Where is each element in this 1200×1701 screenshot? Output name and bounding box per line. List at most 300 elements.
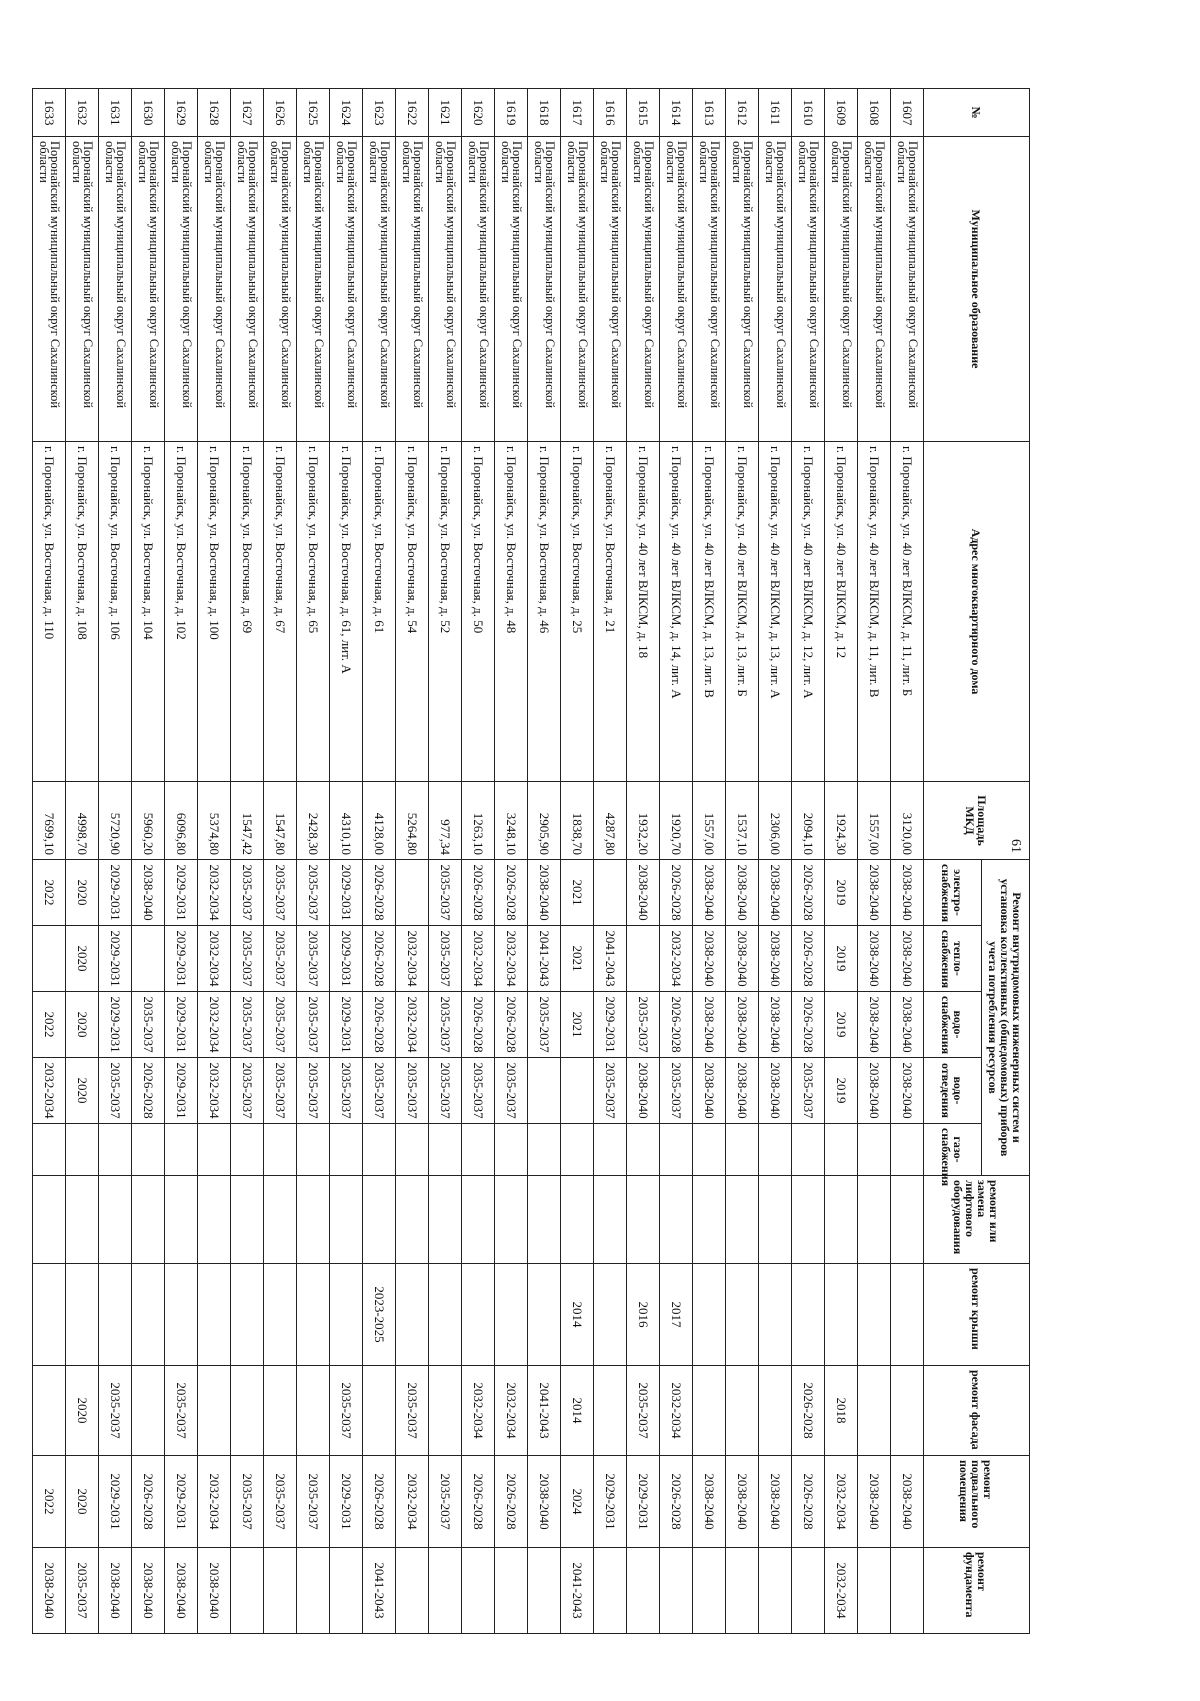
facade-cell [363, 1366, 396, 1456]
gas-cell [396, 1124, 429, 1176]
heat-cell: 2035-2037 [264, 926, 297, 992]
area-cell: 3120,00 [891, 782, 924, 860]
basement-cell: 2038-2040 [693, 1456, 726, 1548]
electric-cell: 2038-2040 [627, 860, 660, 926]
municipality-cell: Поронайский муниципальный округ Сахалинской области [759, 137, 792, 442]
elevator-cell [759, 1176, 792, 1264]
elevator-cell [825, 1176, 858, 1264]
row-number: 1625 [297, 89, 330, 137]
water-supply-cell: 2035-2037 [231, 992, 264, 1058]
roof-cell [297, 1264, 330, 1366]
heat-cell [132, 926, 165, 992]
header-elevator: ремонт или замена лифтового оборудования [924, 1176, 1030, 1264]
address-cell: г. Поронайск, ул. Восточная, д. 21 [594, 442, 627, 782]
basement-cell: 2035-2037 [429, 1456, 462, 1548]
table-row [858, 89, 891, 1634]
foundation-cell [594, 1548, 627, 1634]
area-cell: 3248,10 [495, 782, 528, 860]
foundation-cell [429, 1548, 462, 1634]
roof-cell [99, 1264, 132, 1366]
row-number: 1607 [891, 89, 924, 137]
table-row [693, 89, 726, 1634]
municipality-cell: Поронайский муниципальный округ Сахалинской области [198, 137, 231, 442]
foundation-cell: 2041-2043 [363, 1548, 396, 1634]
address-cell: г. Поронайск, ул. Восточная, д. 104 [132, 442, 165, 782]
area-cell: 1932,20 [627, 782, 660, 860]
area-cell: 2428,30 [297, 782, 330, 860]
address-cell: г. Поронайск, ул. Восточная, д. 110 [33, 442, 66, 782]
roof-cell [462, 1264, 495, 1366]
table-row [264, 89, 297, 1634]
water-supply-cell: 2038-2040 [759, 992, 792, 1058]
foundation-cell: 2038-2040 [198, 1548, 231, 1634]
water-disposal-cell: 2035-2037 [231, 1058, 264, 1124]
gas-cell [660, 1124, 693, 1176]
water-disposal-cell: 2035-2037 [792, 1058, 825, 1124]
area-cell: 1920,70 [660, 782, 693, 860]
municipality-cell: Поронайский муниципальный округ Сахалинской области [660, 137, 693, 442]
basement-cell: 2029-2031 [165, 1456, 198, 1548]
foundation-cell [891, 1548, 924, 1634]
header-municipality: Муниципальное образование [924, 137, 1030, 442]
address-cell: г. Поронайск, ул. Восточная, д. 100 [198, 442, 231, 782]
water-disposal-cell [561, 1058, 594, 1124]
roof-cell [495, 1264, 528, 1366]
municipality-cell: Поронайский муниципальный округ Сахалинской области [858, 137, 891, 442]
heat-cell: 2038-2040 [759, 926, 792, 992]
water-disposal-cell: 2038-2040 [693, 1058, 726, 1124]
area-cell: 1557,00 [693, 782, 726, 860]
address-cell: г. Поронайск, ул. 40 лет ВЛКСМ, д. 13, лит. А [759, 442, 792, 782]
municipality-cell: Поронайский муниципальный округ Сахалинской области [693, 137, 726, 442]
foundation-cell [330, 1548, 363, 1634]
elevator-cell [396, 1176, 429, 1264]
area-cell: 1924,30 [825, 782, 858, 860]
header-repair-group: Ремонт внутридомовых инженерных систем и установка коллективных (общедомовых) приборов учета потребления ресурсов [982, 860, 1030, 1176]
water-supply-cell: 2032-2034 [198, 992, 231, 1058]
facade-cell: 2032-2034 [462, 1366, 495, 1456]
basement-cell: 2029-2031 [594, 1456, 627, 1548]
facade-cell [33, 1366, 66, 1456]
heat-cell: 2019 [825, 926, 858, 992]
header-foundation: ремонт фундамента [924, 1548, 1030, 1634]
address-cell: г. Поронайск, ул. 40 лет ВЛКСМ, д. 12, лит. А [792, 442, 825, 782]
table-row [462, 89, 495, 1634]
address-cell: г. Поронайск, ул. Восточная, д. 65 [297, 442, 330, 782]
table-row [99, 89, 132, 1634]
elevator-cell [891, 1176, 924, 1264]
header-electric: электро-снабжения [924, 860, 982, 926]
heat-cell: 2032-2034 [462, 926, 495, 992]
basement-cell: 2026-2028 [660, 1456, 693, 1548]
foundation-cell: 2041-2043 [561, 1548, 594, 1634]
elevator-cell [429, 1176, 462, 1264]
facade-cell: 2041-2043 [528, 1366, 561, 1456]
facade-cell [693, 1366, 726, 1456]
basement-cell: 2035-2037 [264, 1456, 297, 1548]
row-number: 1608 [858, 89, 891, 137]
heat-cell: 2038-2040 [858, 926, 891, 992]
elevator-cell [132, 1176, 165, 1264]
address-cell: г. Поронайск, ул. Восточная, д. 50 [462, 442, 495, 782]
header-area: Площадь МКД [924, 782, 1030, 860]
electric-cell: 2026-2028 [495, 860, 528, 926]
foundation-cell: 2038-2040 [132, 1548, 165, 1634]
area-cell: 6096,80 [165, 782, 198, 860]
gas-cell [792, 1124, 825, 1176]
row-number: 1633 [33, 89, 66, 137]
address-cell: г. Поронайск, ул. Восточная, д. 61, лит. А [330, 442, 363, 782]
elevator-cell [594, 1176, 627, 1264]
municipality-cell: Поронайский муниципальный округ Сахалинской области [594, 137, 627, 442]
facade-cell: 2020 [66, 1366, 99, 1456]
facade-cell: 2018 [825, 1366, 858, 1456]
elevator-cell [660, 1176, 693, 1264]
foundation-cell [660, 1548, 693, 1634]
address-cell: г. Поронайск, ул. Восточная, д. 25 [561, 442, 594, 782]
basement-cell: 2032-2034 [198, 1456, 231, 1548]
row-number: 1619 [495, 89, 528, 137]
facade-cell [429, 1366, 462, 1456]
heat-cell: 2038-2040 [726, 926, 759, 992]
water-disposal-cell: 2035-2037 [264, 1058, 297, 1124]
facade-cell [858, 1366, 891, 1456]
header-num: № [924, 89, 1030, 137]
municipality-cell: Поронайский муниципальный округ Сахалинской области [330, 137, 363, 442]
header-water-disposal: водо-отведения [924, 1058, 982, 1124]
water-disposal-cell: 2035-2037 [660, 1058, 693, 1124]
table-row [132, 89, 165, 1634]
basement-cell: 2038-2040 [891, 1456, 924, 1548]
roof-cell [792, 1264, 825, 1366]
header-water-supply: водо-снабжения [924, 992, 982, 1058]
row-number: 1629 [165, 89, 198, 137]
heat-cell: 2035-2037 [429, 926, 462, 992]
roof-cell [66, 1264, 99, 1366]
foundation-cell [759, 1548, 792, 1634]
water-supply-cell: 2029-2031 [594, 992, 627, 1058]
table-row [627, 89, 660, 1634]
table-row [594, 89, 627, 1634]
foundation-cell [396, 1548, 429, 1634]
area-cell: 4998,70 [66, 782, 99, 860]
heat-cell: 2032-2034 [396, 926, 429, 992]
facade-cell [264, 1366, 297, 1456]
address-cell: г. Поронайск, ул. Восточная, д. 106 [99, 442, 132, 782]
address-cell: г. Поронайск, ул. Восточная, д. 69 [231, 442, 264, 782]
header-roof: ремонт крыши [924, 1264, 1030, 1366]
facade-cell [132, 1366, 165, 1456]
water-supply-cell: 2035-2037 [132, 992, 165, 1058]
roof-cell: 2023-2025 [363, 1264, 396, 1366]
municipality-cell: Поронайский муниципальный округ Сахалинской области [726, 137, 759, 442]
row-number: 1630 [132, 89, 165, 137]
water-supply-cell: 2038-2040 [726, 992, 759, 1058]
heat-cell: 2032-2034 [660, 926, 693, 992]
elevator-cell [330, 1176, 363, 1264]
municipality-cell: Поронайский муниципальный округ Сахалинской области [363, 137, 396, 442]
row-number: 1609 [825, 89, 858, 137]
electric-cell: 2029-2031 [165, 860, 198, 926]
water-disposal-cell: 2032-2034 [198, 1058, 231, 1124]
facade-cell [891, 1366, 924, 1456]
roof-cell [198, 1264, 231, 1366]
foundation-cell [231, 1548, 264, 1634]
elevator-cell [363, 1176, 396, 1264]
row-number: 1624 [330, 89, 363, 137]
heat-cell: 2029-2031 [99, 926, 132, 992]
gas-cell [825, 1124, 858, 1176]
table-body [33, 89, 924, 1634]
address-cell: г. Поронайск, ул. Восточная, д. 54 [396, 442, 429, 782]
basement-cell: 2035-2037 [231, 1456, 264, 1548]
heat-cell: 2032-2034 [495, 926, 528, 992]
electric-cell: 2038-2040 [858, 860, 891, 926]
water-supply-cell: 2038-2040 [858, 992, 891, 1058]
heat-cell: 2038-2040 [891, 926, 924, 992]
gas-cell [693, 1124, 726, 1176]
municipality-cell: Поронайский муниципальный округ Сахалинской области [132, 137, 165, 442]
basement-cell: 2020 [66, 1456, 99, 1548]
elevator-cell [495, 1176, 528, 1264]
water-disposal-cell: 2038-2040 [891, 1058, 924, 1124]
row-number: 1627 [231, 89, 264, 137]
water-supply-cell: 2029-2031 [99, 992, 132, 1058]
foundation-cell [264, 1548, 297, 1634]
gas-cell [429, 1124, 462, 1176]
basement-cell: 2038-2040 [759, 1456, 792, 1548]
electric-cell: 2029-2031 [99, 860, 132, 926]
facade-cell: 2032-2034 [495, 1366, 528, 1456]
foundation-cell: 2038-2040 [165, 1548, 198, 1634]
gas-cell [561, 1124, 594, 1176]
municipality-cell: Поронайский муниципальный округ Сахалинской области [627, 137, 660, 442]
basement-cell: 2038-2040 [858, 1456, 891, 1548]
electric-cell: 2035-2037 [264, 860, 297, 926]
electric-cell: 2038-2040 [132, 860, 165, 926]
water-supply-cell: 2026-2028 [792, 992, 825, 1058]
address-cell: г. Поронайск, ул. Восточная, д. 52 [429, 442, 462, 782]
area-cell: 2905,90 [528, 782, 561, 860]
elevator-cell [858, 1176, 891, 1264]
gas-cell [594, 1124, 627, 1176]
basement-cell: 2029-2031 [627, 1456, 660, 1548]
foundation-cell [693, 1548, 726, 1634]
gas-cell [132, 1124, 165, 1176]
electric-cell: 2019 [825, 860, 858, 926]
roof-cell [429, 1264, 462, 1366]
water-supply-cell: 2035-2037 [627, 992, 660, 1058]
elevator-cell [165, 1176, 198, 1264]
heat-cell [33, 926, 66, 992]
header-facade: ремонт фасада [924, 1366, 1030, 1456]
water-supply-cell: 2038-2040 [891, 992, 924, 1058]
foundation-cell [462, 1548, 495, 1634]
electric-cell: 2038-2040 [891, 860, 924, 926]
municipality-cell: Поронайский муниципальный округ Сахалинской области [165, 137, 198, 442]
gas-cell [165, 1124, 198, 1176]
gas-cell [99, 1124, 132, 1176]
municipality-cell: Поронайский муниципальный округ Сахалинской области [396, 137, 429, 442]
roof-cell [264, 1264, 297, 1366]
gas-cell [363, 1124, 396, 1176]
water-disposal-cell: 2035-2037 [99, 1058, 132, 1124]
water-disposal-cell: 2020 [66, 1058, 99, 1124]
row-number: 1622 [396, 89, 429, 137]
address-cell: г. Поронайск, ул. Восточная, д. 108 [66, 442, 99, 782]
address-cell: г. Поронайск, ул. Восточная, д. 67 [264, 442, 297, 782]
gas-cell [198, 1124, 231, 1176]
roof-cell [726, 1264, 759, 1366]
water-disposal-cell: 2035-2037 [396, 1058, 429, 1124]
row-number: 1615 [627, 89, 660, 137]
table-row [528, 89, 561, 1634]
gas-cell [297, 1124, 330, 1176]
foundation-cell [627, 1548, 660, 1634]
table-row [66, 89, 99, 1634]
facade-cell [726, 1366, 759, 1456]
roof-cell [693, 1264, 726, 1366]
roof-cell [396, 1264, 429, 1366]
facade-cell: 2035-2037 [165, 1366, 198, 1456]
address-cell: г. Поронайск, ул. 40 лет ВЛКСМ, д. 12 [825, 442, 858, 782]
facade-cell: 2026-2028 [792, 1366, 825, 1456]
gas-cell [495, 1124, 528, 1176]
table-row [396, 89, 429, 1634]
facade-cell: 2035-2037 [330, 1366, 363, 1456]
municipality-cell: Поронайский муниципальный округ Сахалинской области [891, 137, 924, 442]
address-cell: г. Поронайск, ул. Восточная, д. 48 [495, 442, 528, 782]
row-number: 1620 [462, 89, 495, 137]
area-cell: 5264,80 [396, 782, 429, 860]
foundation-cell [528, 1548, 561, 1634]
water-disposal-cell: 2035-2037 [462, 1058, 495, 1124]
municipality-cell: Поронайский муниципальный округ Сахалинской области [528, 137, 561, 442]
address-cell: г. Поронайск, ул. 40 лет ВЛКСМ, д. 13, лит. В [693, 442, 726, 782]
municipality-cell: Поронайский муниципальный округ Сахалинской области [792, 137, 825, 442]
row-number: 1626 [264, 89, 297, 137]
repair-schedule-table [32, 88, 1030, 1634]
area-cell: 4310,10 [330, 782, 363, 860]
foundation-cell [726, 1548, 759, 1634]
elevator-cell [726, 1176, 759, 1264]
basement-cell: 2026-2028 [132, 1456, 165, 1548]
area-cell: 977,34 [429, 782, 462, 860]
heat-cell: 2020 [66, 926, 99, 992]
gas-cell [759, 1124, 792, 1176]
water-supply-cell: 2032-2034 [396, 992, 429, 1058]
gas-cell [264, 1124, 297, 1176]
foundation-cell [858, 1548, 891, 1634]
header-address: Адрес многоквартирного дома [924, 442, 1030, 782]
row-number: 1613 [693, 89, 726, 137]
municipality-cell: Поронайский муниципальный округ Сахалинской области [66, 137, 99, 442]
row-number: 1610 [792, 89, 825, 137]
water-disposal-cell: 2038-2040 [627, 1058, 660, 1124]
elevator-cell [561, 1176, 594, 1264]
table-row [726, 89, 759, 1634]
water-supply-cell: 2038-2040 [693, 992, 726, 1058]
table-row [660, 89, 693, 1634]
foundation-cell: 2035-2037 [66, 1548, 99, 1634]
gas-cell [858, 1124, 891, 1176]
area-cell: 5720,90 [99, 782, 132, 860]
header-basement: ремонт подвального помещения [924, 1456, 1030, 1548]
table-row [792, 89, 825, 1634]
elevator-cell [792, 1176, 825, 1264]
water-supply-cell: 2026-2028 [462, 992, 495, 1058]
elevator-cell [33, 1176, 66, 1264]
roof-cell [759, 1264, 792, 1366]
electric-cell: 2032-2034 [198, 860, 231, 926]
basement-cell: 2032-2034 [825, 1456, 858, 1548]
address-cell: г. Поронайск, ул. Восточная, д. 102 [165, 442, 198, 782]
water-supply-cell: 2029-2031 [165, 992, 198, 1058]
header-heat: тепло-снабжения [924, 926, 982, 992]
area-cell: 1547,42 [231, 782, 264, 860]
heat-cell: 2032-2034 [198, 926, 231, 992]
roof-cell [330, 1264, 363, 1366]
address-cell: г. Поронайск, ул. Восточная, д. 46 [528, 442, 561, 782]
roof-cell [858, 1264, 891, 1366]
basement-cell: 2032-2034 [396, 1456, 429, 1548]
table-row [33, 89, 66, 1634]
heat-cell: 2035-2037 [231, 926, 264, 992]
basement-cell: 2038-2040 [726, 1456, 759, 1548]
gas-cell [528, 1124, 561, 1176]
area-cell: 7699,10 [33, 782, 66, 860]
electric-cell: 2020 [66, 860, 99, 926]
heat-cell: 2038-2040 [693, 926, 726, 992]
gas-cell [33, 1124, 66, 1176]
heat-cell: 2041-2043 [528, 926, 561, 992]
elevator-cell [231, 1176, 264, 1264]
area-cell: 1537,10 [726, 782, 759, 860]
water-disposal-cell [528, 1058, 561, 1124]
gas-cell [66, 1124, 99, 1176]
water-disposal-cell: 2026-2028 [132, 1058, 165, 1124]
header-gas: газо-снабжения [924, 1124, 982, 1176]
electric-cell: 2035-2037 [429, 860, 462, 926]
water-disposal-cell: 2032-2034 [33, 1058, 66, 1124]
elevator-cell [462, 1176, 495, 1264]
municipality-cell: Поронайский муниципальный округ Сахалинской области [99, 137, 132, 442]
heat-cell: 2029-2031 [165, 926, 198, 992]
municipality-cell: Поронайский муниципальный округ Сахалинской области [462, 137, 495, 442]
electric-cell: 2035-2037 [297, 860, 330, 926]
water-supply-cell: 2021 [561, 992, 594, 1058]
table-row [495, 89, 528, 1634]
roof-cell [165, 1264, 198, 1366]
area-cell: 1547,80 [264, 782, 297, 860]
row-number: 1621 [429, 89, 462, 137]
water-supply-cell: 2026-2028 [363, 992, 396, 1058]
water-disposal-cell: 2038-2040 [759, 1058, 792, 1124]
water-disposal-cell: 2035-2037 [429, 1058, 462, 1124]
basement-cell: 2026-2028 [363, 1456, 396, 1548]
row-number: 1631 [99, 89, 132, 137]
water-supply-cell: 2035-2037 [429, 992, 462, 1058]
water-disposal-cell: 2035-2037 [594, 1058, 627, 1124]
area-cell: 1263,10 [462, 782, 495, 860]
water-supply-cell: 2035-2037 [528, 992, 561, 1058]
foundation-cell: 2032-2034 [825, 1548, 858, 1634]
area-cell: 2306,00 [759, 782, 792, 860]
basement-cell: 2026-2028 [462, 1456, 495, 1548]
table-row [759, 89, 792, 1634]
facade-cell: 2035-2037 [396, 1366, 429, 1456]
facade-cell [759, 1366, 792, 1456]
